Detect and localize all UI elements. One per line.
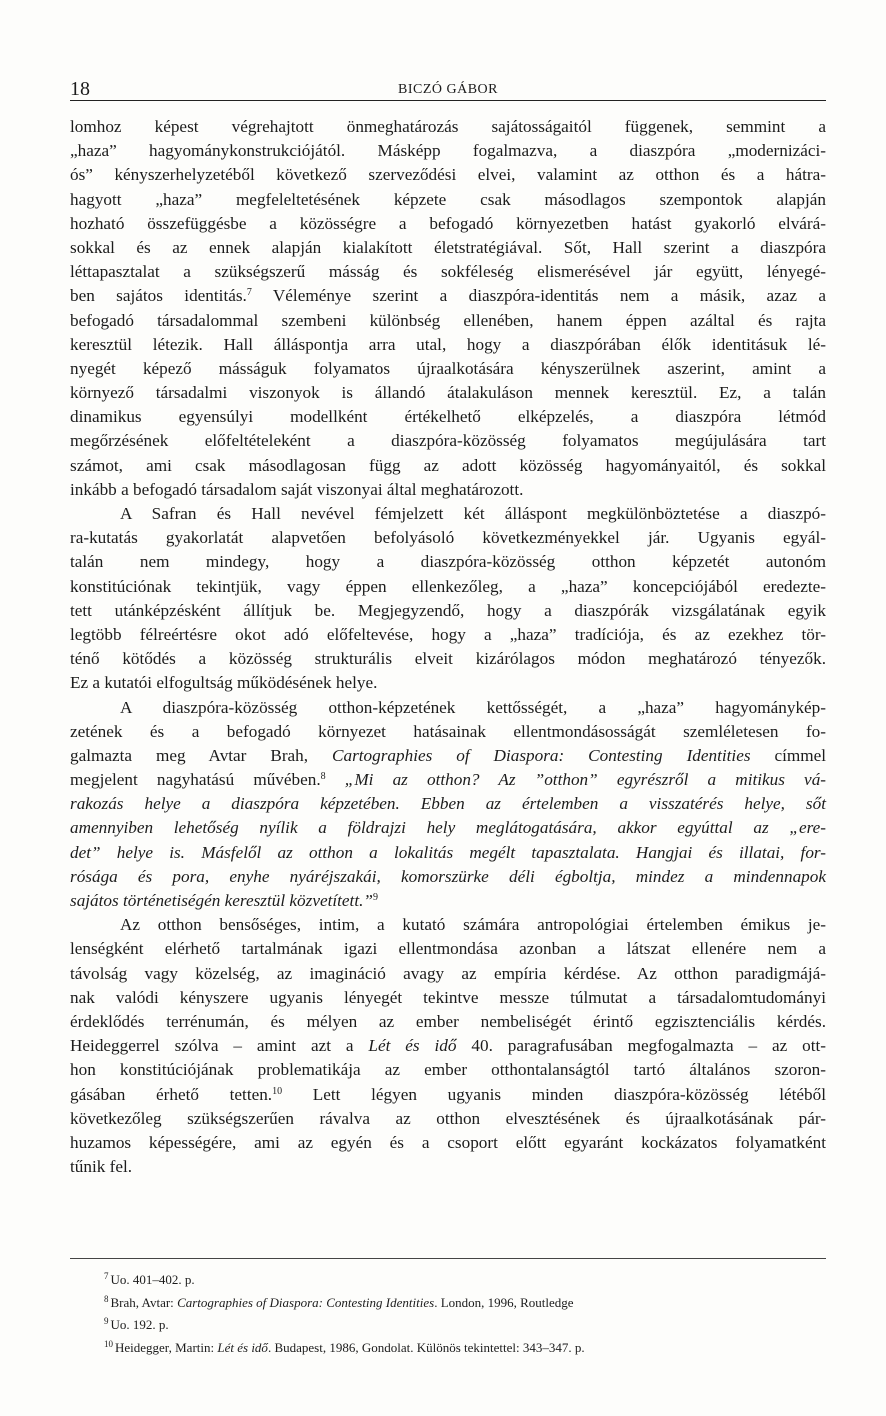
text-segment: Heideggerrel szólva – amint azt a (70, 1036, 354, 1056)
text-line: legtöbb félreértésre okot adó előfeltevése, hogy a „haza” tradíciója, és az ezekhez tör- (70, 624, 826, 644)
footnotes (104, 1267, 826, 1357)
text-line: megőrzésének előfeltételeként a diaszpóra-közösség folyamatos megújulására tart (70, 431, 826, 451)
text-segment: címmel (774, 745, 827, 765)
text-segment: 40. paragrafusában megfogalmazta – az ott- (471, 1036, 826, 1056)
quote-segment: „Mi az otthon? Az ”otthon” egyrészről a mitikus vá- (344, 770, 827, 790)
text-line: következőleg szükségszerűen rávalva az otthon elvesztésének és újraalkotásának pár- (70, 1108, 826, 1128)
text-line: érdeklődés terrénumán, és mélyen az ember nembeliségét érintő egzisztenciális kérdés. (70, 1011, 826, 1031)
footnote-text: Brah, Avtar: (110, 1294, 178, 1310)
text-segment: galmazta meg Avtar Brah, (70, 745, 309, 765)
text-line: ténő kötődés a közösség strukturális elveit kizárólagos módon meghatározó tényezők. (70, 649, 826, 669)
text-line: zetének és a befogadó környezet hatásainak ellentmondásosságát szemléletesen fo- (70, 721, 826, 741)
text-line: hon konstitúciójának problematikája az ember otthontalanságtól tartó általános szoron- (70, 1060, 826, 1080)
text-line: léttapasztalat a szükségszerű másság és sokféleség elismerésével jár együtt, lényegé- (70, 262, 826, 282)
quote-line: amennyiben lehetőség nyílik a földrajzi hely meglátogatására, akkor egyúttal az „ere- (70, 818, 826, 838)
text-line: inkább a befogadó társadalom saját viszonyai által meghatározott. (70, 479, 524, 499)
text-line: sokkal és az ennek alapján kialakított életstratégiával. Sőt, Hall szerint a diaszpóra (70, 237, 826, 257)
text-segment: Lett légyen ugyanis minden diaszpóra-közösség létéből (312, 1084, 826, 1104)
quote-line: rakozás helye a diaszpóra képzetében. Ebben az értelemben a visszatérés helye, sőt (70, 794, 826, 814)
text-segment: gásában érhető tetten. (70, 1084, 273, 1104)
footnote-ref-7[interactable]: 7 (246, 287, 252, 299)
text-line: lomhoz képest végrehajtott önmeghatározás sajátosságaitól függenek, semmint a (70, 117, 826, 136)
text-line: környező társadalmi viszonyok is állandó átalakuláson mennek keresztül. Ez, a talán (70, 383, 826, 403)
text-segment: ben sajátos identitás. (70, 286, 247, 306)
text-line: ra-kutatás gyakorlatát alapvetően befolyásoló következményekkel jár. Ugyanis egyál- (70, 528, 826, 548)
text-line: hozható összefüggésbe a közösségre a befogadó környezetben hatást gyakorló elvárá- (70, 213, 826, 233)
text-line: tett utánképzésként állítjuk be. Megjegyzendő, hogy a diaszpórák vizsgálatának egyik (70, 600, 826, 620)
footnote-divider (70, 1258, 826, 1259)
footnote-number: 7 (104, 1271, 109, 1281)
text-line: számot, ami csak másodlagosan függ az adott közösség hagyományaitól, és sokkal (70, 455, 826, 475)
body-text (70, 115, 826, 1179)
text-line: Ez a kutatói elfogultság működésének helye. (70, 673, 378, 693)
text-line (70, 889, 826, 913)
text-line: lenségként elérhető tartalmának igazi ellentmondása azonban a látszat ellenére nem a (70, 939, 826, 959)
footnote-ref-8[interactable]: 8 (320, 771, 326, 783)
footnote-number: 8 (104, 1293, 109, 1304)
footnote-9 (104, 1312, 826, 1335)
text-line: A Safran és Hall nevével fémjelzett két álláspont megkülönböztetése a diaszpó- (120, 504, 826, 523)
text-line: „haza” hagyománykonstrukciójától. Másképp fogalmazva, a diaszpóra „modernizáci- (70, 141, 826, 161)
text-line: nyegét képező másságuk folyamatos újraalkotására kényszerülnek aszerint, amint a (70, 358, 826, 378)
footnote-ref-9[interactable]: 9 (372, 892, 378, 903)
footnote-text: Uo. 192. p. (110, 1317, 169, 1333)
footnote-7 (104, 1267, 826, 1290)
book-title: Lét és idő (368, 1036, 457, 1056)
running-head: BICZÓ GÁBOR (397, 82, 498, 97)
text-line (70, 744, 826, 768)
footnote-title: Cartographies of Diaspora: Contesting Identities (177, 1294, 435, 1310)
text-line: Az otthon bensőséges, intim, a kutató számára antropológiai értelemben émikus je- (120, 915, 826, 935)
text-line (70, 1083, 826, 1107)
footnote-title: Lét és idő (217, 1339, 268, 1355)
text-line: hagyott „haza” megfeleltetésének képzete csak másodlagos szempontok alapján (70, 189, 826, 209)
footnote-10 (104, 1335, 826, 1358)
page-header (70, 78, 826, 101)
text-line: talán nem mindegy, hogy a diaszpóra-közösség otthon képzetét autonóm (70, 552, 826, 572)
book-title: Cartographies of Diaspora: Contesting Identities (332, 745, 751, 765)
text-line (70, 768, 826, 792)
text-line: A diaszpóra-közösség otthon-képzetének kettősségét, a „haza” hagyománykép- (120, 697, 826, 717)
text-line: ós” kényszerhelyzetéből következő szerveződési elvei, valamint az otthon és a hátra- (70, 165, 826, 185)
footnote-number: 9 (104, 1316, 109, 1327)
footnote-text: . Budapest, 1986, Gondolat. Különös tekintettel: 343–347. p. (267, 1339, 585, 1355)
footnote-number: 10 (104, 1338, 113, 1349)
quote-line: det” helye is. Másfelől az otthon a lokalitás megélt tapasztalata. Hangjai és illatai, for- (70, 842, 826, 862)
text-line: befogadó társadalommal szembeni különbség ellenében, hanem éppen azáltal és rajta (70, 310, 826, 330)
footnote-ref-10[interactable]: 10 (272, 1085, 283, 1097)
text-line: huzamos képességére, ami az egyén és a csoport előtt egyaránt kockázatos folyamatként (70, 1132, 826, 1152)
page-number: 18 (70, 78, 90, 100)
text-line: keresztül létezik. Hall álláspontja arra utal, hogy a diaszpórában élők identitásuk lé- (70, 334, 826, 354)
text-line: tűnik fel. (70, 1157, 133, 1177)
footnote-text: Heidegger, Martin: (115, 1339, 218, 1355)
quote-segment: sajátos történetiségén keresztül közvetített.” (70, 891, 373, 910)
text-line: távolság vagy közelség, az imagináció avagy az empíria kérdése. Az otthon paradigmájá- (70, 963, 826, 983)
footnote-text: . London, 1996, Routledge (434, 1294, 574, 1310)
text-line: dinamikus egyensúlyi modellként értékelhető elképzelés, a diaszpóra létmód (70, 407, 826, 427)
text-line (70, 1034, 826, 1058)
quote-line: rósága és pora, enyhe nyáréjszakái, komorszürke déli égboltja, mindez a mindennapok (70, 866, 826, 886)
text-line: nak valódi kényszere ugyanis lényegét tekintve messze túlmutat a társadalomtudományi (70, 987, 826, 1007)
text-segment: megjelent nagyhatású művében. (70, 770, 321, 790)
text-line: konstitúciónak tekintjük, vagy éppen ellenkezőleg, a „haza” koncepciójából eredezte- (70, 576, 826, 596)
footnote-text: Uo. 401–402. p. (110, 1272, 195, 1287)
text-line (70, 284, 826, 308)
text-segment: Véleménye szerint a diaszpóra-identitás nem a másik, azaz a (272, 286, 826, 306)
footnote-8 (104, 1290, 826, 1313)
